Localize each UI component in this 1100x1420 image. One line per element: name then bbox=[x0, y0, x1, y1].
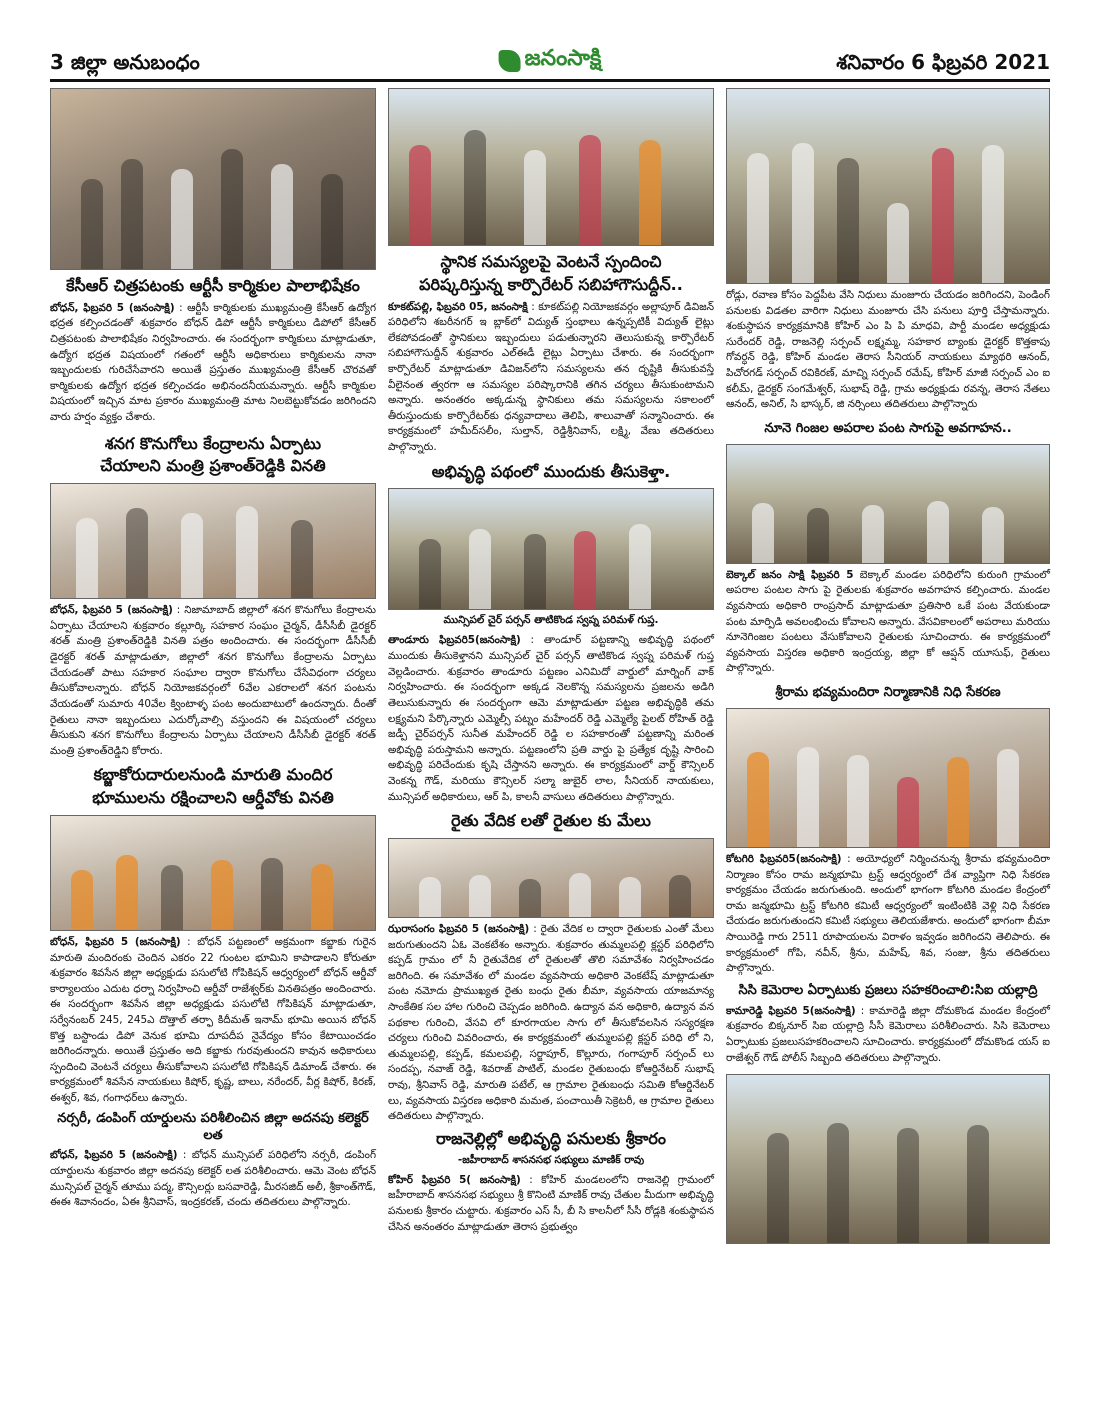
photo-foundation-stone bbox=[726, 88, 1050, 284]
article-headline: స్థానిక సమస్యలపై వెంటనే స్పందించి bbox=[440, 252, 662, 271]
article-text: బోధన్ మున్సిపల్ పరిధిలోని నర్సరీ, డంపింగ్ యార్డులను శుక్రవారం జిల్లా అదనపు కలెక్టర్ లత పరిశీలించారు. ఆమె వెంట బోధన్ మున్సిపల్ చైర్మన్ తూము పద్మ, కౌన్సిలర్లు బసవారెడ్డి, మీరసజిద్ అలీ, శ్రీకాంత్‌గౌడ్, ఈఈ శివానందం, ఏఈ శ్రీనివాస్, ఇంద్రకరణ్, చందు తదితరులు పాల్గొన్నారు. bbox=[50, 1149, 377, 1209]
article-headline: నూనె గింజల అపరాల పంట సాగుపై అవగాహన.. bbox=[764, 420, 1012, 436]
photo-corporator bbox=[388, 88, 714, 246]
dateline: కూకట్‌పల్లి, ఫిబ్రవరి 05, జనంసాక్షి bbox=[388, 300, 528, 313]
dateline: కోటగిరి ఫిబ్రవరి5(జనంసాక్షి) bbox=[726, 852, 842, 865]
article-text: కోహిర్ మండలంలోని రాజనెల్లి గ్రామంలో జహీరాబాద్ శాసనసభ సభ్యులు శ్రీ కొనింటి మాణిక్ రావు చేతుల మీదుగా అభివృద్ధి పనులకు శ్రీకారం చుట్టారు. శుక్రవారం ఎస్ సీ, బీ సి కాలనీలో సీసీ రోడ్లకి శంకుస్థాపన చేసిన అనంతరం మాట్లాడుతూ తెరాస ప్రభుత్వం bbox=[388, 1173, 714, 1233]
article-body: బోధన్, ఫిబ్రవరి 5 (జనంసాక్షి) : బోధన్ పట్టణంలో అక్రమంగా కబ్జాకు గురైన మారుతి మందిరంకు చెందిన ఎకరం 22 గుంటల భూమిని కాపాడాలని కోరుతూ శుక్రవారం శివసేన జిల్లా అధ్యక్షుడు పసులోటి గోపికిషన్ ఆధ్వర్యంలో బోధన్ ఆర్డీవో కార్యాలయం ఎదుట ధర్నా నిర్వహించి ఆర్డీవో రాజేశ్వర్‌కు వినతిపత్రం అందించారు. ఈ సందర్భంగా శివసేన జిల్లా అధ్యక్షుడు పసులోటి గోపికిషన్ మాట్లాడుతూ, సర్వేనంబర్ 245, 245ఎ దొత్తాల్ తర్ఫా కిదీమత్ ఇనామ్ భూమి అయిన బోధన్ కొత్త బస్టాండు డిపో వెనుక భూమి దూపదీప నైవేద్యం కోసం కేటాయించడం జరిగిందన్నారు. అయితే ప్రస్తుతం అది కబ్జాకు గురవుతుందని కావున అధికారులు స్పందించి వెంటనే చర్యలు తీసుకోవాలని పసులోటి గోపికిషన్ డిమాండ్ చేశారు. ఈ కార్యక్రమంలో శివసేన నాయకులు కిషోర్, కృష్ణ, బాలు, నరేందర్, వీర్ల కిషోర్, కిరణ్, ఈశ్వర్, శివ, గంగాధర్‌లు ఉన్నారు. bbox=[50, 935, 376, 1105]
article-text: నిజామాబాద్ జిల్లాలో శనగ కొనుగోలు కేంద్రాలను ఏర్పాటు చేయాలని శుక్రవారం కల్లూర్కి సహకార సంఘం చైర్మన్, డీసీసీబీ డైరక్టర్ శరత్ మంత్రి ప్రశాంత్‌రెడ్డికి వినతి పత్రం అందించారు. ఈ సందర్భంగా డీసీసీబీ డైరక్టర్ శరత్ మాట్లాడుతూ, జిల్లాలో శనగ కొనుగోలు కేంద్రాలను ఏర్పాటు చేయడంతో పాటు సహకార సంఘాల ద్వారా కొనుగోలు చేసేవిధంగా చర్యలు తీసుకోవాలన్నారు. బోధన్ నియోజకవర్గంలో 6వేల ఎకరాలలో శనగ పంటను వేయడంతో సుమారు 40వేల క్వింటాళ్ళ పంట అందుబాటులో ఉందన్నారు. దీంతో రైతులు నానా ఇబ్బందులు ఎదుర్కోవాల్సి వస్తుందని ఈ విషయంలో చర్యలు తీసుకుని శనగ కొనుగోలు కేంద్రాలను ఏర్పాటు చేయాలని డీసీసీబీ డైరక్టర్ శరత్ మంత్రి ప్రశాంత్‌రెడ్డిని కోరారు. bbox=[50, 604, 377, 757]
photo-caption: మున్సిపల్ చైర్ పర్సన్ తాటికొండ స్వప్న పరిమళ్ గుప్త. bbox=[443, 614, 659, 627]
article-body: కూకట్‌పల్లి, ఫిబ్రవరి 05, జనంసాక్షి : కూకట్‌పల్లి నియోజకవర్గం అల్లాపూర్ డివిజన్ పరిధిలోని శబరీనగర్ ఇ బ్లాక్‌లో విద్యుత్ స్తంభాలు ఉన్నప్పటికీ విద్యుత్ లైట్లు లేకపోవడంతో స్థానికులు ఇబ్బందులు పడుతున్నారని తెలుసుకున్న కార్పొరేటర్ సబిహాగౌసుద్దీన్ శుక్రవారం ఎల్ఈడీ లైట్లు ఏర్పాటు చేశారు. ఈ సందర్భంగా కార్పొరేటర్ మాట్లాడుతూ డివిజన్‌లోని సమస్యలను తన దృష్టికి తీసుకువస్తే వీలైనంత త్వరగా ఆ సమస్యల పరిష్కారానికి తగిన చర్యలు తీసుకుంటామని అన్నారు. అనంతరం అక్కడున్న స్థానికులు తమ సమస్యలను సకాలంలో తీరుస్తుందుకు కార్పొరేటర్‌కు ధన్యవాదాలు తెలిపి, శాలువాతో సన్మానించారు. ఈ కార్యక్రమంలో హమీద్‌సలీం, సుల్తాన్, రెడ్డిశ్రీనివాస్, లక్ష్మి, వేణు తదితరులు పాల్గొన్నారు. bbox=[388, 300, 714, 454]
article-headline: రాజనెల్లిల్లో అభివృద్ధి పనులకు శ్రీకారం bbox=[436, 1128, 666, 1148]
photo-ram-mandir-fund bbox=[726, 708, 1050, 848]
article-text: బెక్కాల్ మండల పరిధిలోని కురుంగి గ్రామంలో అపరాల పంటల సాగు పై రైతులకు శుక్రవారం అవగాహన కల్పించారు. మండల వ్యవసాయ అధికారి రాంప్రసాద్ మాట్లాడుతూ ప్రతిసారి ఒకే పంట వేయకుండా పంట మార్పిడి అవలంభించు కోవాలని అన్నారు. వేసవికాలంలో అపరాలు మరియు నూనెగింజల పంటలు వేసుకోవాలని రైతులకు సూచించారు. ఈ కార్యక్రమంలో వ్యవసాయ విస్తరణ అధికారి ఇంద్రయ్య, జిల్లా కో ఆప్షన్ యూసుఫ్, రైతులు పాల్గొన్నారు. bbox=[726, 568, 1051, 675]
article-headline: సిసి కెమెరాల ఏర్పాటుకు ప్రజలు సహకరించాలి:సిఐ యల్లాద్రి bbox=[738, 982, 1038, 998]
dateline: బెక్కాల్ జనం సాక్షి ఫిబ్రవరి 5 bbox=[726, 568, 854, 581]
column-2 bbox=[388, 88, 714, 1235]
article-body: బోధన్, ఫిబ్రవరి 5 (జనంసాక్షి) : ఆర్టీసీ కార్మికులకు ముఖ్యమంత్రి కేసీఆర్ ఉద్యోగ భద్రత కల్పించడంతో శుక్రవారం బోధన్ డిపో ఆర్టీసీ కార్మికులు డిపోలో కేసీఆర్ చిత్రపటంకు పాలాభిషేకం నిర్వహించారు. ఈ సందర్భంగా కార్మికులు మాట్లాడుతూ, ఉద్యోగ భద్రత విషయంలో గతంలో ఆర్టీసీ అధికారులు కార్మికులను నానా ఇబ్బందులకు గురిచేసేవారని అయితే ప్రస్తుతం ముఖ్యమంత్రి కేసీఆర్ చొరవతో కార్మికులకు ఉద్యోగ భద్రత కల్పించడం అభినందనీయమన్నారు. ఆర్టీసీ కార్మికుల విషయంలో ఇచ్చిన మాట ప్రకారం ముఖ్యమంత్రి మాట నిలబెట్టుకోవడం జరిగిందని వారు హర్షం వ్యక్తం చేశారు. bbox=[50, 301, 376, 424]
article-text: కామారెడ్డి జిల్లా దోమకొండ మండల కేంద్రంలో శుక్రవారం బిక్కనూర్ సిఐ యల్లాద్రి సీసీ కెమెరాలు పరిశీలించారు. సిసి కెమెరాలు ఏర్పాటుకు ప్రజలుసహకరించాలని సూచించారు. కార్యక్రమంలో దోమకొండ యస్ ఐ రాజేశ్వర్ గౌడ్ పోలీస్ సిబ్బంది తదితరులు పాల్గొన్నారు. bbox=[726, 1004, 1050, 1064]
article-headline: భూములను రక్షించాలని ఆర్డీవోకు వినతి bbox=[92, 788, 334, 808]
article-headline: నర్సరీ, డంపింగ్ యార్డులను పరిశీలించిన జిల్లా అదనపు కలెక్టర్ లత bbox=[57, 1110, 369, 1143]
masthead bbox=[50, 44, 1050, 82]
article-text: తాండూర్ పట్టణాన్ని అభివృద్ధి పథంలో ముందుకు తీసుకెళ్తానని మున్సిపల్ చైర్ పర్సన్ తాటికొండ స్వప్న పరిమళ్ గుప్త వెల్లడించారు. శుక్రవారం తాండూరు పట్టణం ఎనిమిదో వార్డులో మార్నింగ్ వాక్ నిర్వహించారు. ఈ సందర్భంగా అక్కడ నెలకొన్న సమస్యలను ప్రజలను అడిగి తెలుసుకున్నారు ఈ సందర్భంగా ఆమె మాట్లాడుతూ పట్టణ అభివృద్ధికి తమ లక్ష్యమని పేర్కొన్నారు ఎమ్మెల్సీ పట్నం మహేందర్ రెడ్డి ఎమ్మెల్యే పైలట్ రోహిత్ రెడ్డి జడ్పీ చైర్‌పర్సన్ సునీత మహేందర్ రెడ్డి ల సహకారంతో పట్టణాన్ని మరింత అభివృద్ధి పరుస్తామని అన్నారు. పట్టణంలోని ప్రతి వార్డు పై ప్రత్యేక దృష్టి సారించి అభివృద్ధి పరిచేందుకు కృషి చేస్తానని అన్నారు. ఈ కార్యక్రమంలో వార్డ్ కౌన్సిలర్ వెంకన్న గౌడ్, మరియు కౌన్సిలర్ సల్మా జుబైర్ లాల, సీనియర్ నాయకులు, మున్సిపల్ అధికారులు, ఆర్ పి, కాలనీ వాసులు తదితరులు పాల్గొన్నారు. bbox=[388, 634, 714, 803]
article-text: రైతు వేదిక ల ద్వారా రైతులకు ఎంతో మేలు జరుగుతుందని ఏఓ వెంకటేశం అన్నారు. శుక్రవారం తుమ్మలపల్లి క్లస్టర్ పరిధిలోని కప్పడ్ గ్రామం లో నీ రైతువేదిక లో రైతులతో తొలి సమావేశం నిర్వహించడం జరిగింది. ఈ సమావేశం లో మండల వ్యవసాయ అధికారి వెంకటేష్ మాట్లాడుతూ పంట నమోదు ప్రాముఖ్యత రైతు బంధు రైతు బీమా, వ్యవసాయ యాజమాన్య సాంకేతిక సల హాల గురించి చెప్పడం జరిగింది. ఉద్యాన వన అధికారి, ఉద్యాన వన పథకాల గురించి, వేసవి లో కూరగాయల సాగు లో తీసుకోవలసిన సస్యరక్షణ చర్యలు గురించి వివరించారు, ఈ కార్యక్రమంలో తుమ్మలపల్లి క్లస్టర్ పరిధి లో ని, తుమ్మలపల్లి, కప్పడ్, కమలపల్లి, సర్జాపూర్, కొల్లూరు, గంగాపూర్ సర్పంచ్ లు సందప్ప, నవాజ్ రెడ్డి, శివరాజ్ పాటిల్, మండల రైతుబంధు కోఆర్డినేటర్ సుభాష్ రావు, శ్రీనివాస్ రెడ్డి, మారుతి పటేల్, ఆ గ్రామాల రైతుబంధు సమితి కోఆర్డినేటర్ లు, వ్యవసాయ విస్తరణ అధికారి మమత, పంచాయితీ సెక్రెటరీ, ఆ గ్రామాల రైతులు తదితరులు పాల్గొన్నారు. bbox=[388, 922, 715, 1123]
dateline: బోధన్, ఫిబ్రవరి 5 (జనంసాక్షి) bbox=[50, 604, 173, 617]
article-body bbox=[726, 568, 1050, 677]
article-text: బోధన్ పట్టణంలో అక్రమంగా కబ్జాకు గురైన మారుతి మందిరంకు చెందిన ఎకరం 22 గుంటల భూమిని కాపాడాలని కోరుతూ శుక్రవారం శివసేన జిల్లా అధ్యక్షుడు పసులోటి గోపికిషన్ ఆధ్వర్యంలో బోధన్ ఆర్డీవో కార్యాలయం ఎదుట ధర్నా నిర్వహించి ఆర్డీవో రాజేశ్వర్‌కు వినతిపత్రం అందించారు. ఈ సందర్భంగా శివసేన జిల్లా అధ్యక్షుడు పసులోటి గోపికిషన్ మాట్లాడుతూ, సర్వేనంబర్ 245, 245ఎ దొత్తాల్ తర్ఫా కిదీమత్ ఇనామ్ భూమి అయిన బోధన్ కొత్త బస్టాండు డిపో వెనుక భూమి దూపదీప నైవేద్యం కోసం కేటాయించడం జరిగిందన్నారు. అయితే ప్రస్తుతం అది కబ్జాకు గురవుతుందని కావున అధికారులు స్పందించి వెంటనే చర్యలు తీసుకోవాలని పసులోటి గోపికిషన్ డిమాండ్ చేశారు. ఈ కార్యక్రమంలో శివసేన నాయకులు కిషోర్, కృష్ణ, బాలు, నరేందర్, వీర్ల కిషోర్, కిరణ్, ఈశ్వర్, శివ, గంగాధర్‌లు ఉన్నారు. bbox=[50, 935, 376, 1105]
photo-minister-petition bbox=[50, 483, 376, 599]
article-text: కూకట్‌పల్లి నియోజకవర్గం అల్లాపూర్ డివిజన్ పరిధిలోని శబరీనగర్ ఇ బ్లాక్‌లో విద్యుత్ స్తంభాలు ఉన్నప్పటికీ విద్యుత్ లైట్లు లేకపోవడంతో స్థానికులు ఇబ్బందులు పడుతున్నారని తెలుసుకున్న కార్పొరేటర్ సబిహాగౌసుద్దీన్ శుక్రవారం ఎల్ఈడీ లైట్లు ఏర్పాటు చేశారు. ఈ సందర్భంగా కార్పొరేటర్ మాట్లాడుతూ డివిజన్‌లోని సమస్యలను తన దృష్టికి తీసుకువస్తే వీలైనంత త్వరగా ఆ సమస్యల పరిష్కారానికి తగిన చర్యలు తీసుకుంటామని అన్నారు. అనంతరం అక్కడున్న స్థానికులు తమ సమస్యలను సకాలంలో తీరుస్తుందుకు కార్పొరేటర్‌కు ధన్యవాదాలు తెలిపి, శాలువాతో సన్మానించారు. ఈ కార్యక్రమంలో హమీద్‌సలీం, సుల్తాన్, రెడ్డిశ్రీనివాస్, లక్ష్మి, వేణు తదితరులు పాల్గొన్నారు. bbox=[388, 300, 714, 454]
article-body: బోధన్, ఫిబ్రవరి 5 (జనంసాక్షి) : నిజామాబాద్ జిల్లాలో శనగ కొనుగోలు కేంద్రాలను ఏర్పాటు చేయాలని శుక్రవారం కల్లూర్కి సహకార సంఘం చైర్మన్, డీసీసీబీ డైరక్టర్ శరత్ మంత్రి ప్రశాంత్‌రెడ్డికి వినతి పత్రం అందించారు. ఈ సందర్భంగా డీసీసీబీ డైరక్టర్ శరత్ మాట్లాడుతూ, జిల్లాలో శనగ కొనుగోలు కేంద్రాలను ఏర్పాటు చేయడంతో పాటు సహకార సంఘాల ద్వారా కొనుగోలు చేసేవిధంగా చర్యలు తీసుకోవాలన్నారు. బోధన్ నియోజకవర్గంలో 6వేల ఎకరాలలో శనగ పంటను వేయడంతో సుమారు 40వేల క్వింటాళ్ళ పంట అందుబాటులో ఉందన్నారు. దీంతో రైతులు నానా ఇబ్బందులు ఎదుర్కోవాల్సి వస్తుందని ఈ విషయంలో చర్యలు తీసుకుని శనగ కొనుగోలు కేంద్రాలను ఏర్పాటు చేయాలని డీసీసీబీ డైరక్టర్ శరత్ మంత్రి ప్రశాంత్‌రెడ్డిని కోరారు. bbox=[50, 604, 377, 757]
photo-morning-walk bbox=[388, 488, 714, 610]
photo-awareness-meeting bbox=[726, 444, 1050, 564]
paper-name: జనంసాక్షి bbox=[524, 46, 602, 71]
article-headline: శనగ కొనుగోలు కేంద్రాలను ఏర్పాటు bbox=[104, 433, 322, 453]
article-headline: శ్రీరామ భవ్యమందిరా నిర్మాణానికి నిధి సేకరణ bbox=[775, 685, 1001, 701]
dateline: ఝరాసంగం ఫిబ్రవరి 5 (జనంసాక్షి) bbox=[388, 922, 530, 935]
article-text: అయోధ్యలో నిర్మించనున్న శ్రీరామ భవ్యమందిరా నిర్మాణం కోసం రామ జన్మభూమి ట్రస్ట్ ఆధ్వర్యంలో దేశ వ్యాప్తిగా నిధి సేకరణ కార్యక్రమం చేయడం జరుగుతుంది. అందులో భాగంగా కోటగిరి మండల కేంద్రంలో రామ జన్మభూమి ట్రస్ట్ కోటగిరి కమిటీ ఆధ్వర్యంలో ఇంటింటికి వెళ్లి నిధి సేకరణ చేయడం జరుగుతుందని కమిటీ సభ్యులు తెలియజేశారు. అందులో భాగంగా బీమా సాయిరెడ్డి గారు 2511 రూపాయలను విరాళం ఇవ్వడం జరిగిందని తెలిపారు. ఈ కార్యక్రమంలో గోపి, నవీన్, శ్రీను, మహేష్, శివ, సంజు, శ్రీను తదితరులు పాల్గొన్నారు. bbox=[726, 852, 1051, 975]
dateline: బోధన్, ఫిబ్రవరి 5 (జనంసాక్షి) bbox=[50, 1149, 178, 1162]
dateline: కామారెడ్డి ఫిబ్రవరి 5(జనంసాక్షి) bbox=[726, 1004, 856, 1017]
photo-rythu-vedika bbox=[388, 838, 714, 918]
article-headline: కేసీఆర్ చిత్రపటంకు ఆర్టీసీ కార్మికుల పాలాభిషేకం bbox=[66, 276, 360, 295]
photo-police-cctv bbox=[726, 1074, 1050, 1244]
column-3 bbox=[726, 88, 1050, 1244]
issue-date: శనివారం 6 ఫిబ్రవరి 2021 bbox=[836, 50, 1050, 74]
article-body: రోడ్లు, రవాణ కోసం పెద్దపీట వేసి నిధులు మంజూరు చేయడం జరిగిందని, పెండింగ్ పనులకు విడతల వారిగా నిధులు మంజూరు చేసి పనులు పూర్తి చేస్తామన్నారు. శంకుస్థాపన కార్యక్రమానికి కోహిర్ ఎం పి పి మాధవి, పార్టీ మండల అధ్యక్షుడు సురేందర్ రెడ్డి, రాజనెల్లి సర్పంచ్ లక్ష్మమ్మ, సహకార బ్యాంకు డైరక్టర్ కొత్తకాపు గోవర్ధన్ రెడ్డి, కోహిర్ మండల తెరాస సీనియర్ నాయకులు మ్యాథరి ఆనంద్, పిచోరగడ్ సర్పంచ్ రవికిరణ్, మాచ్ని సర్పంచ్ రమేష్, కోహిర్ మాజీ సర్పంచ్ ఎం ఐ కలీమ్, డైరక్టర్ సంగమేశ్వర్, సుభాష్ రెడ్డి, గ్రామ అధ్యక్షుడు రవన్న, తెరాస నేతలు ఆనంద్, అనిల్, సి భాస్కర్, జి నర్సింలు తదితరులు పాల్గొన్నారు bbox=[726, 289, 1050, 411]
logo-icon bbox=[499, 50, 521, 72]
column-1 bbox=[50, 88, 376, 1211]
article-headline: అభివృద్ధి పథంలో ముందుకు తీసుకెళ్తా. bbox=[431, 461, 671, 481]
article-headline: రైతు వేదిక లతో రైతుల కు మేలు bbox=[451, 811, 651, 831]
page-section: 3 జిల్లా అనుబంధం bbox=[50, 50, 200, 74]
article-headline: పరిష్కరిస్తున్న కార్పొరేటర్ సబిహాగౌసుద్దీన్.. bbox=[419, 274, 683, 294]
dateline: తాండూరు ఫిబ్రవరి5(జనంసాక్షి) bbox=[388, 634, 521, 647]
article-headline: చేయాలని మంత్రి ప్రశాంత్‌రెడ్డికి వినతి bbox=[100, 456, 326, 476]
paper-logo bbox=[499, 46, 602, 76]
article-text: ఆర్టీసీ కార్మికులకు ముఖ్యమంత్రి కేసీఆర్ ఉద్యోగ భద్రత కల్పించడంతో శుక్రవారం బోధన్ డిపో ఆర్టీసీ కార్మికులు డిపోలో కేసీఆర్ చిత్రపటంకు పాలాభిషేకం నిర్వహించారు. ఈ సందర్భంగా కార్మికులు మాట్లాడుతూ, ఉద్యోగ భద్రత విషయంలో గతంలో ఆర్టీసీ అధికారులు కార్మికులను నానా ఇబ్బందులకు గురిచేసేవారని అయితే ప్రస్తుతం ముఖ్యమంత్రి కేసీఆర్ చొరవతో కార్మికులకు ఉద్యోగ భద్రత కల్పించడం అభినందనీయమన్నారు. ఆర్టీసీ కార్మికుల విషయంలో ఇచ్చిన మాట ప్రకారం ముఖ్యమంత్రి మాట నిలబెట్టుకోవడం జరిగిందని వారు హర్షం వ్యక్తం చేశారు. bbox=[50, 301, 376, 424]
article-body: బోధన్, ఫిబ్రవరి 5 (జనంసాక్షి) : బోధన్ మున్సిపల్ పరిధిలోని నర్సరీ, డంపింగ్ యార్డులను శుక్రవారం జిల్లా అదనపు కలెక్టర్ లత పరిశీలించారు. ఆమె వెంట బోధన్ మున్సిపల్ చైర్మన్ తూము పద్మ, కౌన్సిలర్లు బసవారెడ్డి, మీరసజిద్ అలీ, శ్రీకాంత్‌గౌడ్, ఈఈ శివానందం, ఏఈ శ్రీనివాస్, ఇంద్రకరణ్, చందు తదితరులు పాల్గొన్నారు. bbox=[50, 1149, 377, 1209]
article-body: ఝరాసంగం ఫిబ్రవరి 5 (జనంసాక్షి) : రైతు వేదిక ల ద్వారా రైతులకు ఎంతో మేలు జరుగుతుందని ఏఓ వెంకటేశం అన్నారు. శుక్రవారం తుమ్మలపల్లి క్లస్టర్ పరిధిలోని కప్పడ్ గ్రామం లో నీ రైతువేదిక లో రైతులతో తొలి సమావేశం నిర్వహించడం జరిగింది. ఈ సమావేశం లో మండల వ్యవసాయ అధికారి వెంకటేష్ మాట్లాడుతూ పంట నమోదు ప్రాముఖ్యత రైతు బంధు రైతు బీమా, వ్యవసాయ యాజమాన్య సాంకేతిక సల హాల గురించి చెప్పడం జరిగింది. ఉద్యాన వన అధికారి, ఉద్యాన వన పథకాల గురించి, వేసవి లో కూరగాయల సాగు లో తీసుకోవలసిన సస్యరక్షణ చర్యలు గురించి వివరించారు, ఈ కార్యక్రమంలో తుమ్మలపల్లి క్లస్టర్ పరిధి లో ని, తుమ్మలపల్లి, కప్పడ్, కమలపల్లి, సర్జాపూర్, కొల్లూరు, గంగాపూర్ సర్పంచ్ లు సందప్ప, నవాజ్ రెడ్డి, శివరాజ్ పాటిల్, మండల రైతుబంధు కోఆర్డినేటర్ సుభాష్ రావు, శ్రీనివాస్ రెడ్డి, మారుతి పటేల్, ఆ గ్రామాల రైతుబంధు సమితి కోఆర్డినేటర్ లు, వ్యవసాయ విస్తరణ అధికారి మమత, పంచాయితీ సెక్రెటరీ, ఆ గ్రామాల రైతులు తదితరులు పాల్గొన్నారు. bbox=[388, 922, 715, 1123]
dateline: కోహిర్ ఫిబ్రవరి 5( జనంసాక్షి) bbox=[388, 1173, 521, 1186]
dateline: బోధన్, ఫిబ్రవరి 5 (జనంసాక్షి) bbox=[50, 935, 181, 948]
article-body: తాండూరు ఫిబ్రవరి5(జనంసాక్షి) : తాండూర్ పట్టణాన్ని అభివృద్ధి పథంలో ముందుకు తీసుకెళ్తానని మున్సిపల్ చైర్ పర్సన్ తాటికొండ స్వప్న పరిమళ్ గుప్త వెల్లడించారు. శుక్రవారం తాండూరు పట్టణం ఎనిమిదో వార్డులో మార్నింగ్ వాక్ నిర్వహించారు. ఈ సందర్భంగా అక్కడ నెలకొన్న సమస్యలను ప్రజలను అడిగి తెలుసుకున్నారు ఈ సందర్భంగా ఆమె మాట్లాడుతూ పట్టణ అభివృద్ధికి తమ లక్ష్యమని పేర్కొన్నారు ఎమ్మెల్సీ పట్నం మహేందర్ రెడ్డి ఎమ్మెల్యే పైలట్ రోహిత్ రెడ్డి జడ్పీ చైర్‌పర్సన్ సునీత మహేందర్ రెడ్డి ల సహకారంతో పట్టణాన్ని మరింత అభివృద్ధి పరుస్తామని అన్నారు. పట్టణంలోని ప్రతి వార్డు పై ప్రత్యేక దృష్టి సారించి అభివృద్ధి పరిచేందుకు కృషి చేస్తానని అన్నారు. ఈ కార్యక్రమంలో వార్డ్ కౌన్సిలర్ వెంకన్న గౌడ్, మరియు కౌన్సిలర్ సల్మా జుబైర్ లాల, సీనియర్ నాయకులు, మున్సిపల్ అధికారులు, ఆర్ పి, కాలనీ వాసులు తదితరులు పాల్గొన్నారు. bbox=[388, 634, 714, 803]
article-headline: కబ్జాకోరుదారులనుండి మారుతి మందిర bbox=[93, 765, 333, 785]
photo-shivsena-protest bbox=[50, 815, 376, 931]
article-byline: -జహీరాబాద్ శాసనసభ సభ్యులు మాణిక్ రావు bbox=[457, 1153, 645, 1166]
article-body: కోటగిరి ఫిబ్రవరి5(జనంసాక్షి) : అయోధ్యలో నిర్మించనున్న శ్రీరామ భవ్యమందిరా నిర్మాణం కోసం రామ జన్మభూమి ట్రస్ట్ ఆధ్వర్యంలో దేశ వ్యాప్తిగా నిధి సేకరణ కార్యక్రమం చేయడం జరుగుతుంది. అందులో భాగంగా కోటగిరి మండల కేంద్రంలో రామ జన్మభూమి ట్రస్ట్ కోటగిరి కమిటీ ఆధ్వర్యంలో ఇంటింటికి వెళ్లి నిధి సేకరణ చేయడం జరుగుతుందని కమిటీ సభ్యులు తెలియజేశారు. అందులో భాగంగా బీమా సాయిరెడ్డి గారు 2511 రూపాయలను విరాళం ఇవ్వడం జరిగిందని తెలిపారు. ఈ కార్యక్రమంలో గోపి, నవీన్, శ్రీను, మహేష్, శివ, సంజు, శ్రీను తదితరులు పాల్గొన్నారు. bbox=[726, 852, 1051, 975]
dateline: బోధన్, ఫిబ్రవరి 5 (జనంసాక్షి) bbox=[50, 301, 175, 314]
photo-rtc-workers bbox=[50, 88, 376, 270]
article-body: కామారెడ్డి ఫిబ్రవరి 5(జనంసాక్షి) : కామారెడ్డి జిల్లా దోమకొండ మండల కేంద్రంలో శుక్రవారం బిక్కనూర్ సిఐ యల్లాద్రి సీసీ కెమెరాలు పరిశీలించారు. సిసి కెమెరాలు ఏర్పాటుకు ప్రజలుసహకరించాలని సూచించారు. కార్యక్రమంలో దోమకొండ యస్ ఐ రాజేశ్వర్ గౌడ్ పోలీస్ సిబ్బంది తదితరులు పాల్గొన్నారు. bbox=[726, 1004, 1050, 1064]
article-body: కోహిర్ ఫిబ్రవరి 5( జనంసాక్షి) : కోహిర్ మండలంలోని రాజనెల్లి గ్రామంలో జహీరాబాద్ శాసనసభ సభ్యులు శ్రీ కొనింటి మాణిక్ రావు చేతుల మీదుగా అభివృద్ధి పనులకు శ్రీకారం చుట్టారు. శుక్రవారం ఎస్ సీ, బీ సి కాలనీలో సీసీ రోడ్లకి శంకుస్థాపన చేసిన అనంతరం మాట్లాడుతూ తెరాస ప్రభుత్వం bbox=[388, 1173, 714, 1233]
